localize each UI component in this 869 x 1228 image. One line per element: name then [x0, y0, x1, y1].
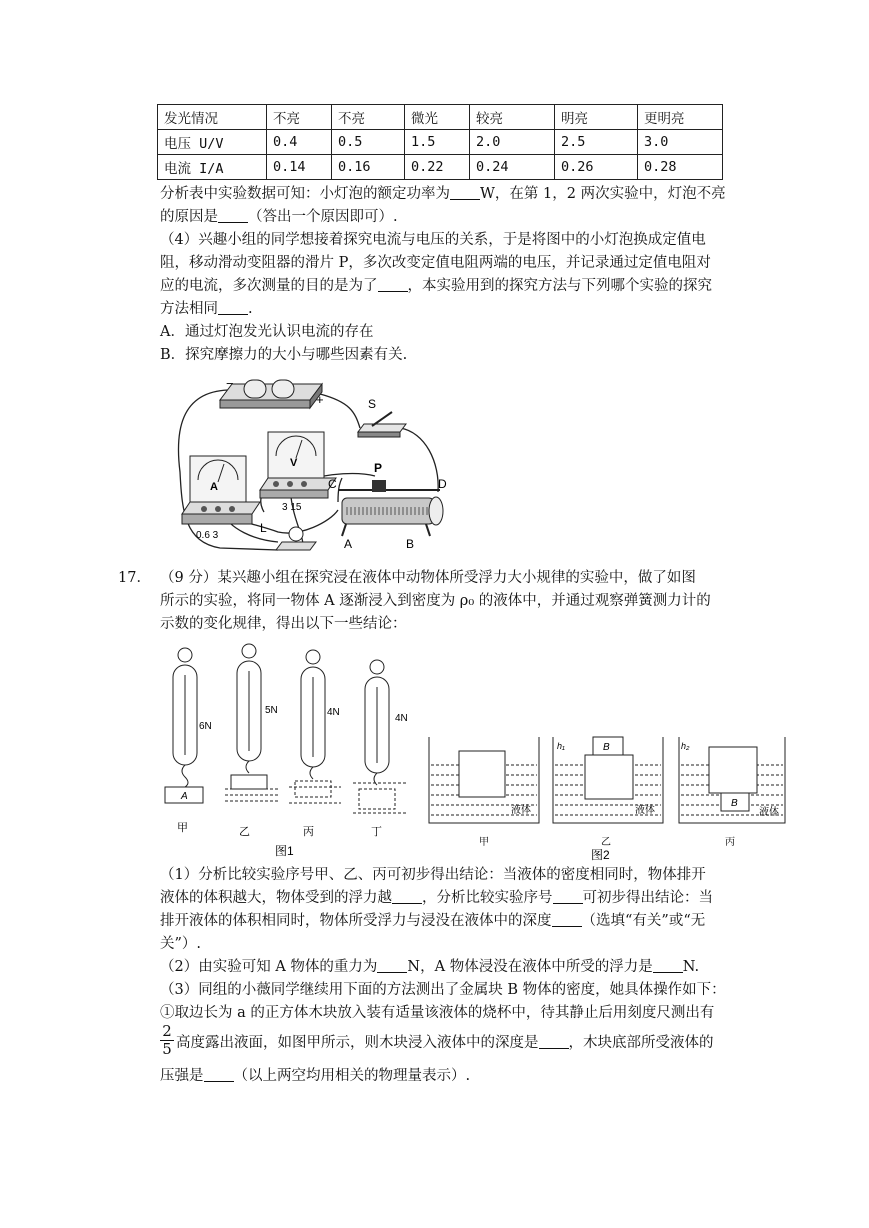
text-line: 示数的变化规律，得出以下一些结论：	[160, 616, 407, 632]
table-cell: 0.22	[405, 155, 470, 180]
h1-label: h₁	[557, 741, 565, 751]
block-b-label: B	[731, 798, 738, 809]
switch-label: S	[368, 397, 377, 411]
table-cell: 不亮	[332, 105, 405, 130]
table-cell: 2.5	[555, 130, 638, 155]
answer-blank	[552, 912, 582, 927]
spring-scale-bing	[289, 650, 341, 838]
table-cell: 0.28	[638, 155, 723, 180]
answer-blank	[218, 208, 248, 223]
table-cell: 0.14	[267, 155, 332, 180]
scale-reading: 6N	[199, 721, 212, 732]
figure-caption: 图2	[591, 848, 610, 861]
question-number: 17．	[118, 570, 151, 586]
text-line: 所示的实验，将同一物体 A 逐渐浸入到密度为 ρ₀ 的液体中，并通过观察弹簧测力计的	[160, 593, 711, 609]
text-line: （2）由实验可知 A 物体的重力为 N，A 物体浸没在液体中所受的浮力是 N.	[160, 959, 700, 975]
figure-caption: 图1	[275, 844, 294, 858]
text-line: （3）同组的小薇同学继续用下面的方法测出了金属块 B 物体的密度，她具体操作如下：	[160, 982, 726, 998]
table-cell: 电压 U/V	[158, 130, 267, 155]
h2-label: h₂	[681, 741, 690, 751]
spring-scale-jia	[165, 648, 212, 834]
table-cell: 2.0	[470, 130, 555, 155]
answer-blank	[539, 1034, 569, 1049]
text-line: 压强是 （以上两空均用相关的物理量表示）.	[160, 1068, 471, 1084]
lamp-label: L	[260, 521, 267, 535]
table-cell: 不亮	[267, 105, 332, 130]
table-cell: 3.0	[638, 130, 723, 155]
table-cell: 明亮	[555, 105, 638, 130]
table-cell: 1.5	[405, 130, 470, 155]
battery	[220, 376, 324, 408]
text-line: 液体的体积越大，物体受到的浮力越 ，分析比较实验序号 可初步得出结论：当	[160, 890, 713, 906]
switch	[358, 397, 406, 437]
text-line: 高度露出液面，如图甲所示，则木块浸入液体中的深度是 ，木块底部所受液体的	[176, 1035, 714, 1051]
table-cell: 0.24	[470, 155, 555, 180]
circuit-diagram	[160, 372, 460, 558]
answer-blank	[553, 889, 583, 904]
table-cell: 更明亮	[638, 105, 723, 130]
voltmeter	[260, 432, 336, 513]
text-line: 分析表中实验数据可知：小灯泡的额定功率为 W，在第 1，2 两次实验中，灯泡不亮	[160, 186, 726, 202]
ammeter-label: A	[210, 481, 218, 493]
option-b: B．探究摩擦力的大小与哪些因素有关.	[160, 347, 408, 363]
answer-blank	[378, 277, 408, 292]
text-line: 应的电流，多次测量的目的是为了 ，本实验用到的探究方法与下列哪个实验的探究	[160, 278, 712, 294]
figure-label: 乙	[601, 837, 611, 848]
voltmeter-terminals: 3 15	[282, 502, 302, 513]
scale-reading: 4N	[327, 707, 340, 718]
figure-2	[425, 733, 787, 861]
text-line: 方法相同 .	[160, 301, 253, 317]
figure-label: 丙	[725, 837, 735, 848]
terminal-d: D	[438, 477, 447, 491]
minus-label: −	[226, 376, 234, 391]
table-cell: 发光情况	[158, 105, 267, 130]
data-table	[157, 104, 723, 180]
figure-label: 乙	[239, 826, 250, 838]
answer-blank	[450, 185, 480, 200]
lamp	[260, 521, 316, 550]
object-label: A	[181, 791, 188, 802]
plus-label: +	[316, 392, 324, 407]
table-cell: 0.16	[332, 155, 405, 180]
text-line: 阻，移动滑动变阻器的滑片 P，多次改变定值电阻两端的电压，并记录通过定值电阻对	[160, 255, 711, 271]
rheostat	[328, 461, 447, 551]
figure-label: 甲	[177, 822, 188, 834]
table-row	[158, 105, 723, 130]
text-line: （1）分析比较实验序号甲、乙、丙可初步得出结论：当液体的密度相同时，物体排开	[160, 867, 706, 883]
table-cell: 微光	[405, 105, 470, 130]
table-cell: 电流 I/A	[158, 155, 267, 180]
liquid-label: 液体	[759, 807, 779, 818]
figure-label: 丙	[303, 826, 314, 838]
table-cell: 0.4	[267, 130, 332, 155]
figure-1	[155, 643, 417, 863]
table-row	[158, 130, 723, 155]
table-cell: 0.26	[555, 155, 638, 180]
figure-label: 甲	[479, 837, 489, 848]
answer-blank	[377, 958, 407, 973]
text-line: （4）兴趣小组的同学想接着探究电流与电压的关系，于是将图中的小灯泡换成定值电	[160, 232, 706, 248]
voltmeter-label: V	[290, 457, 298, 469]
text-line: 的原因是 （答出一个原因即可）.	[160, 209, 398, 225]
beaker-yi	[553, 737, 663, 848]
terminal-c: C	[328, 477, 337, 491]
answer-blank	[204, 1067, 234, 1082]
scale-reading: 5N	[265, 705, 278, 716]
terminal-a: A	[344, 537, 353, 551]
liquid-label: 液体	[635, 805, 655, 816]
beaker-jia	[429, 737, 539, 848]
answer-blank	[392, 889, 422, 904]
beaker-bing	[679, 737, 785, 848]
ammeter-terminals: 0.6 3	[196, 530, 219, 541]
block-b-label: B	[603, 742, 610, 753]
figure-label: 丁	[371, 826, 382, 838]
spring-scale-ding	[353, 660, 408, 838]
fraction: $\frac{2}{5}$	[160, 1023, 174, 1058]
ammeter	[182, 456, 260, 541]
text-line: 排开液体的体积相同时，物体所受浮力与浸没在液体中的深度 （选填“有关”或“无	[160, 913, 706, 929]
answer-blank	[653, 958, 683, 973]
table-row	[158, 155, 723, 180]
text-line: 关”）.	[160, 936, 202, 952]
answer-blank	[218, 300, 248, 315]
text-line: （9 分）某兴趣小组在探究浸在液体中动物体所受浮力大小规律的实验中，做了如图	[160, 570, 696, 586]
table-cell: 0.5	[332, 130, 405, 155]
scale-reading: 4N	[395, 713, 408, 724]
spring-scale-yi	[225, 644, 279, 838]
slider-label: P	[374, 461, 383, 475]
terminal-b: B	[406, 537, 415, 551]
liquid-label: 液体	[511, 805, 531, 816]
text-line: ①取边长为 a 的正方体木块放入装有适量该液体的烧杯中，待其静止后用刻度尺测出有	[160, 1005, 715, 1021]
table-cell: 较亮	[470, 105, 555, 130]
option-a: A．通过灯泡发光认识电流的存在	[160, 324, 374, 340]
